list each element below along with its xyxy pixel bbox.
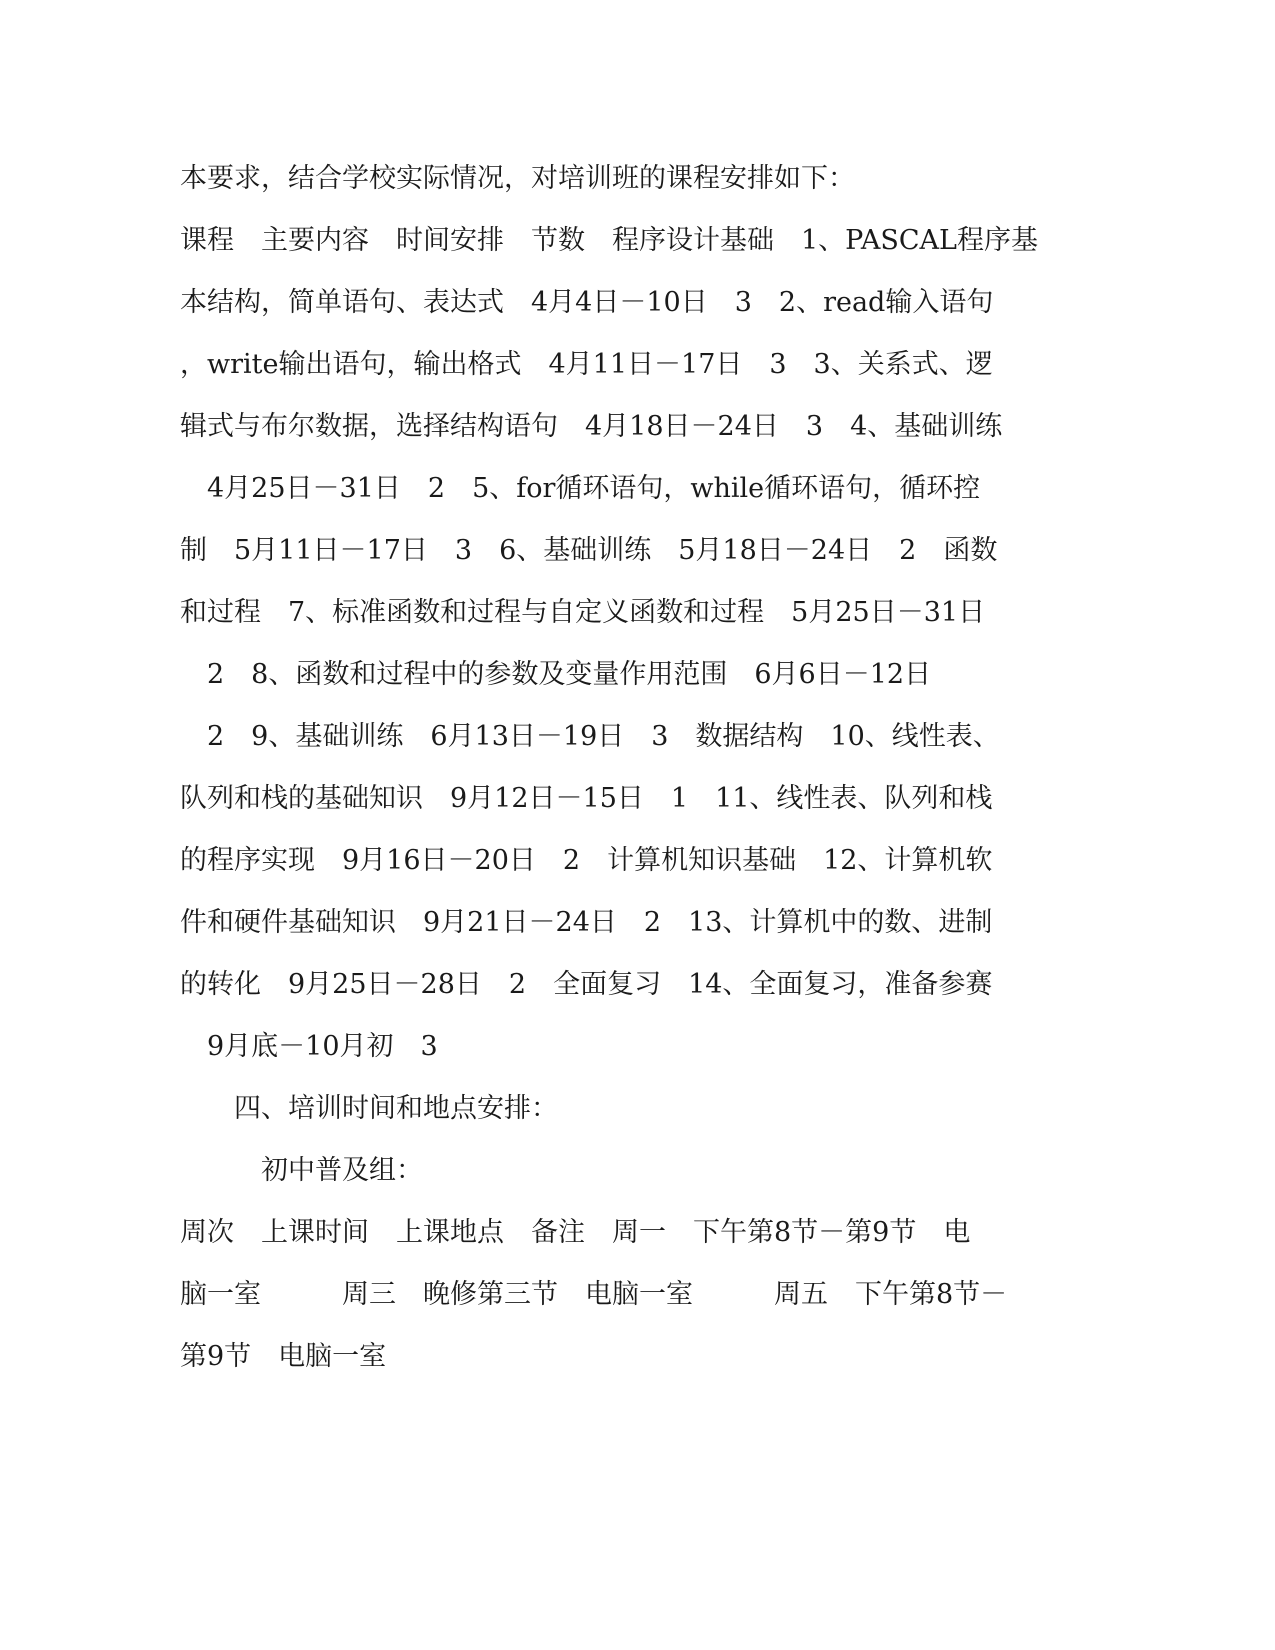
text-line: 本要求，结合学校实际情况，对培训班的课程安排如下： [180, 163, 855, 194]
text-line: 脑一室 周三 晚修第三节 电脑一室 周五 下午第8节－ [180, 1279, 1008, 1310]
text-line: 的转化 9月25日－28日 2 全面复习 14、全面复习，准备参赛 [180, 969, 993, 1000]
text-line: 2 8、函数和过程中的参数及变量作用范围 6月6日－12日 [180, 659, 932, 690]
text-line: 2 9、基础训练 6月13日－19日 3 数据结构 10、线性表、 [180, 721, 1000, 752]
text-line: 周次 上课时间 上课地点 备注 周一 下午第8节－第9节 电 [180, 1217, 971, 1248]
text-line: 4月25日－31日 2 5、for循环语句，while循环语句，循环控 [180, 473, 981, 504]
text-line: 制 5月11日－17日 3 6、基础训练 5月18日－24日 2 函数 [180, 535, 998, 566]
text-line: 9月底－10月初 3 [180, 1031, 438, 1062]
text-line: 课程 主要内容 时间安排 节数 程序设计基础 1、PASCAL程序基 [180, 225, 1038, 256]
text-line: 队列和栈的基础知识 9月12日－15日 1 11、线性表、队列和栈 [180, 783, 993, 814]
section-heading: 四、培训时间和地点安排： [180, 1093, 558, 1124]
text-line: 本结构，简单语句、表达式 4月4日－10日 3 2、read输入语句 [180, 287, 994, 318]
text-line: ，write输出语句，输出格式 4月11日－17日 3 3、关系式、逻 [180, 349, 993, 380]
text-line: 的程序实现 9月16日－20日 2 计算机知识基础 12、计算机软 [180, 845, 993, 876]
text-line: 和过程 7、标准函数和过程与自定义函数和过程 5月25日－31日 [180, 597, 986, 628]
text-line: 第9节 电脑一室 [180, 1341, 387, 1372]
text-line: 辑式与布尔数据，选择结构语句 4月18日－24日 3 4、基础训练 [180, 411, 1003, 442]
subsection-heading: 初中普及组： [180, 1155, 423, 1186]
text-line: 件和硬件基础知识 9月21日－24日 2 13、计算机中的数、进制 [180, 907, 993, 938]
